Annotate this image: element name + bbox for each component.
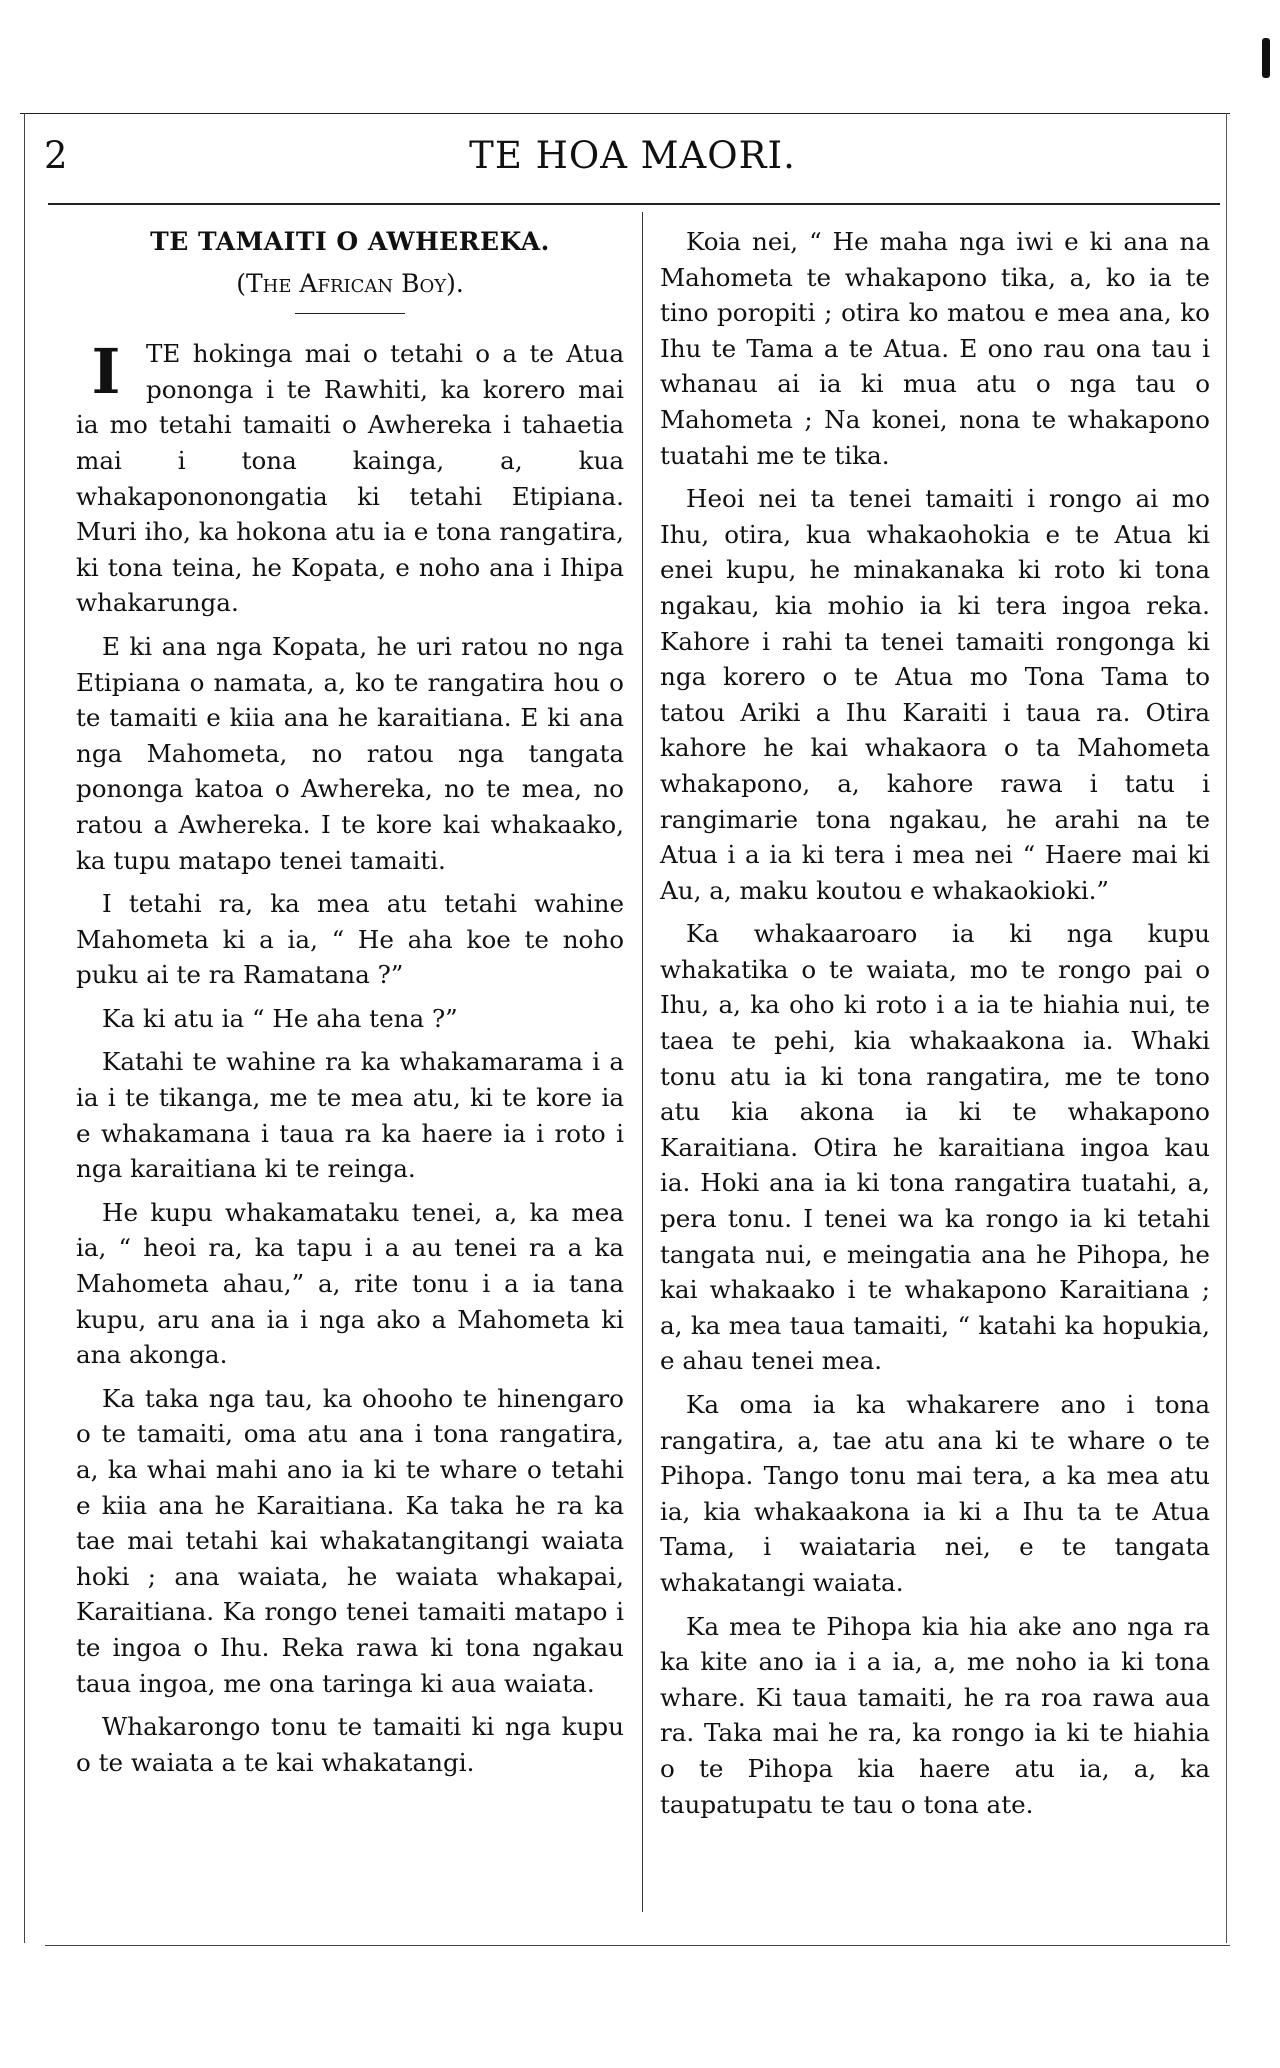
paragraph: Whakarongo tonu te tamaiti ki nga kupu o te waiata a te kai whakatangi. (76, 1712, 624, 1777)
article-title: TE TAMAITI O AWHEREKA. (150, 227, 550, 256)
left-column (76, 224, 624, 1788)
paragraph: Katahi te wahine ra ka whakamarama i a ia i te tikanga, me te mea atu, ki te kore ia e whakamana i taua ra ka haere ia i roto i nga karaitiana ki te reinga. (76, 1047, 624, 1184)
paragraph: E ki ana nga Kopata, he uri ratou no nga Etipiana o namata, a, ko te rangatira hou o te tamaiti e kiia ana he karaitiana. E ki ana nga Mahometa, no ratou nga tangata pononga katoa o Awhereka, no te mea, no ratou a Awhereka. I te kore kai whakaako, ka tupu matapo tenei tamaiti. (76, 631, 624, 875)
journal-title: TE HOA MAORI. (469, 134, 796, 177)
paragraph: Ka whakaaroaro ia ki nga kupu whakatika o te waiata, mo te rongo pai o Ihu, a, ka oho ki roto i a ia te hiahia nui, te taea te pehi, kia whakaakona ia. Whaki tonu atu ia ki tona rangatira, me te tono atu kia akona ia ki te whakapono Karaitiana. Otira he karaitiana ingoa kau ia. Hoki ana ia ki tona rangatira tuatahi, a, pera tonu. I tenei wa ka rongo ia ki tetahi tangata nui, e meingatia ana he Pihopa, he kai whakaako i te whakapono Karaitiana ; a, ka mea taua tamaiti, “ katahi ka hopukia, e ahau tenei mea. (660, 919, 1210, 1376)
paragraph: Heoi nei ta tenei tamaiti i rongo ai mo Ihu, otira, kua whakaohokia e te Atua ki enei kupu, he minakanaka ki roto ki tona ngakau, kia mohio ia ki tera ingoa reka. Kahore i rahi ta tenei tamaiti rongonga ki nga korero o te Atua mo Tona Tama to tatou Ariki a Ihu Karaiti i taua ra. Otira kahore he kai whakaora o ta Mahometa whakapono, a, kahore rawa i tatu i rangimarie tona ngakau, he arahi na te Atua i a ia ki tera i mea nei “ Haere mai ki Au, a, maku koutou e whakaokioki.” (660, 484, 1210, 905)
title-rule (295, 313, 405, 314)
left-border-rule (24, 113, 25, 1943)
right-column (660, 224, 1210, 1830)
top-border-rule (20, 113, 1230, 114)
bottom-border-rule (45, 1945, 1230, 1946)
right-border-rule (1226, 113, 1227, 1943)
paragraph: He kupu whakamataku tenei, a, ka mea ia, “ heoi ra, ka tapu i a au tenei ra a ka Mahometa ahau,” a, rite tonu i a ia tana kupu, aru ana ia i nga ako a Mahometa ki ana akonga. (76, 1197, 624, 1370)
paragraph: Ka mea te Pihopa kia hia ake ano nga ra ka kite ano ia i a ia, a, me noho ia ki tona whare. Ki taua tamaiti, he ra roa rawa aua ra. Taka mai he ra, ka rongo ia ki te hiahia o te Pihopa kia haere atu ia, a, ka taupatupatu te tau o tona ate. (660, 1611, 1210, 1819)
paragraph: Ka taka nga tau, ka ohooho te hinengaro o te tamaiti, oma atu ana i tona rangatira, a, ka whai mahi ano ia ki te whare o tetahi e kiia ana he Karaitiana. Ka taka he ra ka tae mai tetahi kai whakatangitangi waiata hoki ; ana waiata, he waiata whakapai, Karaitiana. Ka rongo tenei tamaiti matapo i te ingoa o Ihu. Reka rawa ki tona ngakau taua ingoa, me ona taringa ki aua waiata. (76, 1383, 624, 1698)
paragraph: I tetahi ra, ka mea atu tetahi wahine Mahometa ki a ia, “ He aha koe te noho puku ai te ra Ramatana ?” (76, 889, 624, 990)
paragraph (76, 336, 624, 621)
article-subtitle: (The African Boy). (236, 268, 464, 298)
paragraph: Koia nei, “ He maha nga iwi e ki ana na Mahometa te whakapono tika, a, ko ia te tino poropiti ; otira ko matou e mea ana, ko Ihu te Tama a te Atua. E ono rau ona tau i whanau ai ia ki mua atu o nga tau o Mahometa ; Na konei, nona te whakapono tuatahi me te tika. (660, 227, 1210, 470)
drop-cap: I (91, 335, 121, 409)
page-number: 2 (44, 134, 68, 177)
paragraph-text: TE hokinga mai o tetahi o a te Atua pononga i te Rawhiti, ka korero mai ia mo tetahi tamaiti o Awhereka i tahaetia mai i tona kainga, a, kua whakapononongatia ki tetahi Etipiana. Muri iho, ka hokona atu ia e tona rangatira, ki tona teina, he Kopata, e noho ana i Ihipa whakarunga. (76, 339, 624, 618)
paragraph: Ka oma ia ka whakarere ano i tona rangatira, a, tae atu ana ki te whare o te Pihopa. Tango tonu mai tera, a ka mea atu ia, kia whakaakona ia ki a Ihu ta te Atua Tama, i waiataria nei, e te tangata whakatangi waiata. (660, 1390, 1210, 1597)
page-header (40, 126, 1225, 186)
column-divider (642, 212, 643, 1912)
paragraph: Ka ki atu ia “ He aha tena ?” (102, 1003, 458, 1033)
page-edge-mark (1262, 38, 1270, 78)
header-rule (48, 203, 1220, 205)
